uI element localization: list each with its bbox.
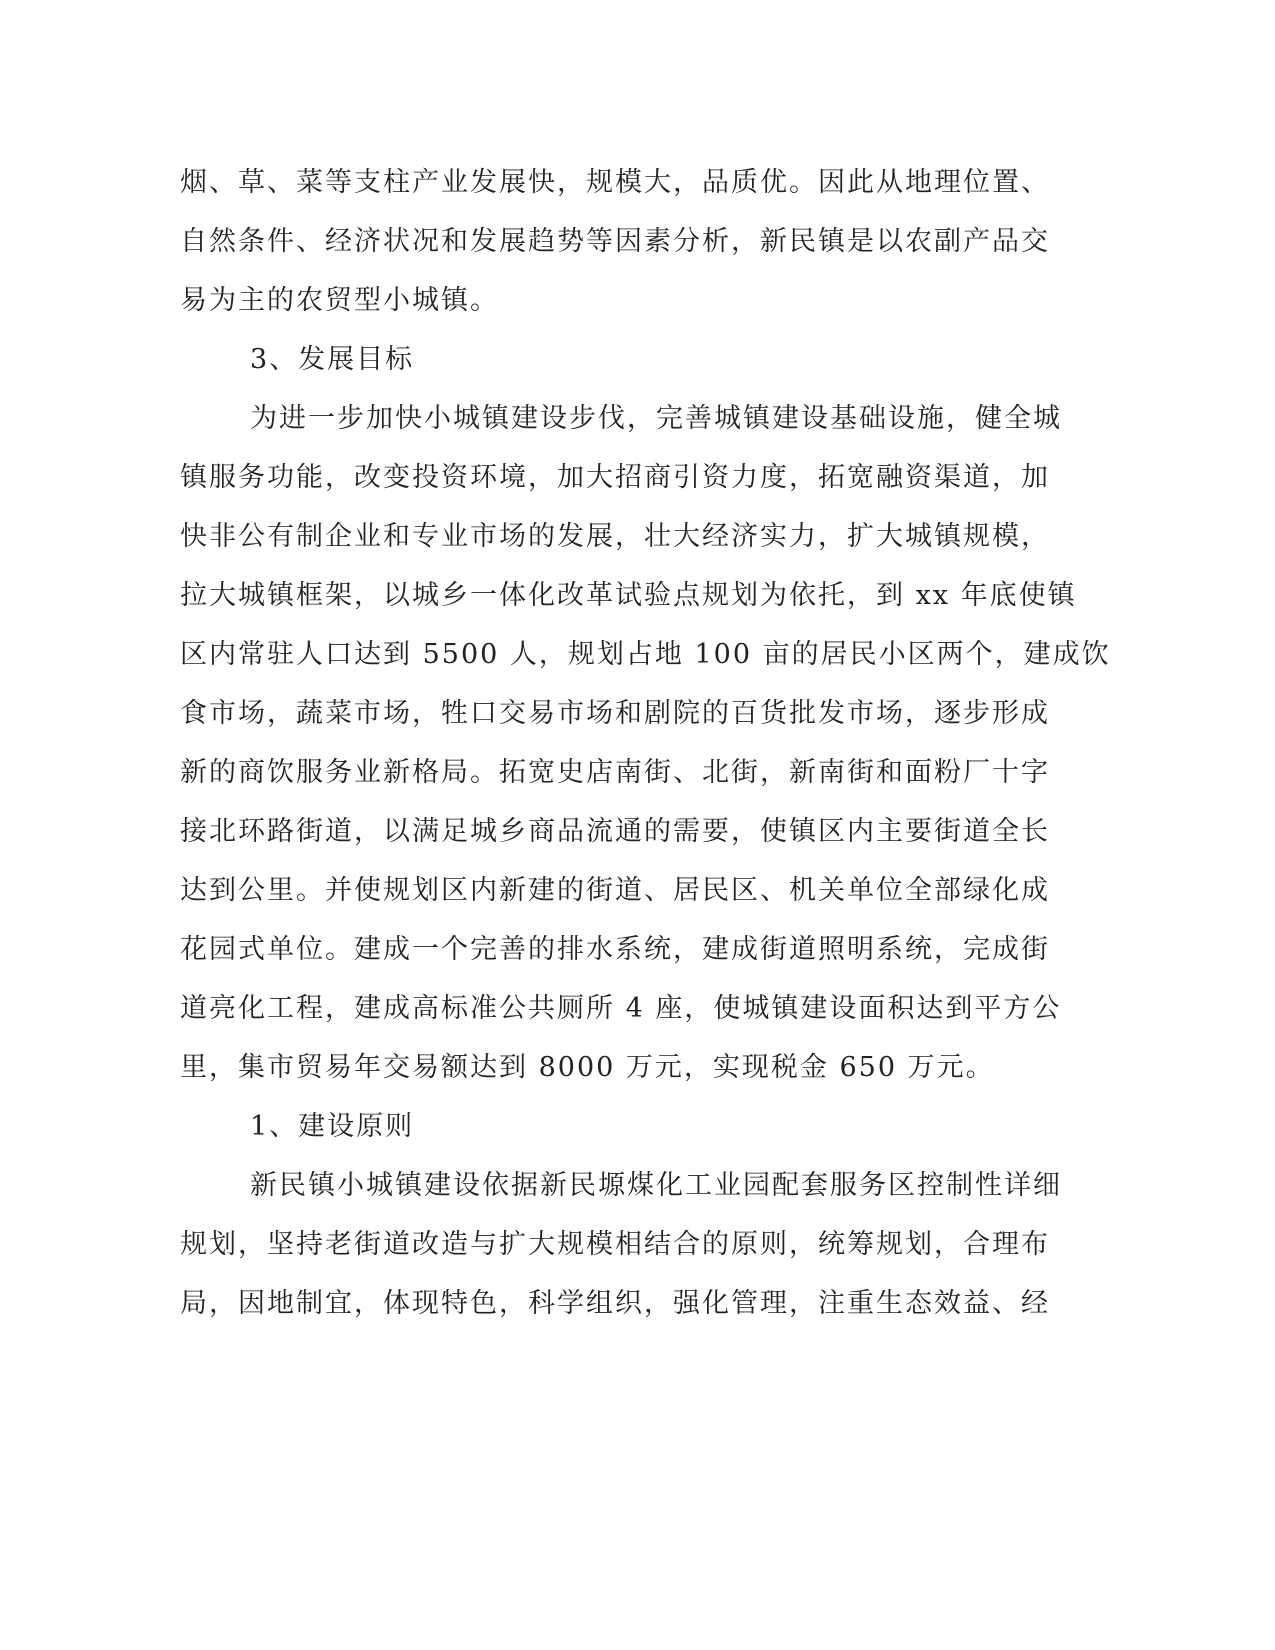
text-line: 新的商饮服务业新格局。拓宽史店南街、北街，新南街和面粉厂十字 (180, 757, 1050, 788)
text-line: 道亮化工程，建成高标准公共厕所 4 座，使城镇建设面积达到平方公 (180, 993, 1062, 1024)
text-line: 花园式单位。建成一个完善的排水系统，建成街道照明系统，完成街 (180, 934, 1050, 965)
text-line: 烟、草、菜等支柱产业发展快，规模大，品质优。因此从地理位置、 (180, 167, 1050, 198)
text-line: 为进一步加快小城镇建设步伐，完善城镇建设基础设施，健全城 (250, 403, 1062, 434)
text-line: 达到公里。并使规划区内新建的街道、居民区、机关单位全部绿化成 (180, 875, 1050, 906)
text-line: 新民镇小城镇建设依据新民塬煤化工业园配套服务区控制性详细 (250, 1170, 1062, 1201)
text-line: 易为主的农贸型小城镇。 (180, 285, 499, 316)
section-heading: 3、发展目标 (250, 344, 415, 375)
section-heading: 1、建设原则 (250, 1111, 415, 1142)
text-line: 快非公有制企业和专业市场的发展，壮大经济实力，扩大城镇规模， (180, 521, 1050, 552)
text-line: 里，集市贸易年交易额达到 8000 万元，实现税金 650 万元。 (180, 1052, 995, 1083)
text-line: 局，因地制宜，体现特色，科学组织，强化管理，注重生态效益、经 (180, 1288, 1050, 1319)
text-line: 拉大城镇框架，以城乡一体化改革试验点规划为依托，到 xx 年底使镇 (180, 580, 1077, 611)
text-line: 规划，坚持老街道改造与扩大规模相结合的原则，统筹规划，合理布 (180, 1229, 1050, 1260)
text-line: 接北环路街道，以满足城乡商品流通的需要，使镇区内主要街道全长 (180, 816, 1050, 847)
body-text (180, 153, 1111, 1333)
text-line: 食市场，蔬菜市场，牲口交易市场和剧院的百货批发市场，逐步形成 (180, 698, 1050, 729)
text-line: 区内常驻人口达到 5500 人，规划占地 100 亩的居民小区两个，建成饮 (180, 639, 1111, 670)
text-line: 自然条件、经济状况和发展趋势等因素分析，新民镇是以农副产品交 (180, 226, 1050, 257)
text-line: 镇服务功能，改变投资环境，加大招商引资力度，拓宽融资渠道，加 (180, 462, 1050, 493)
